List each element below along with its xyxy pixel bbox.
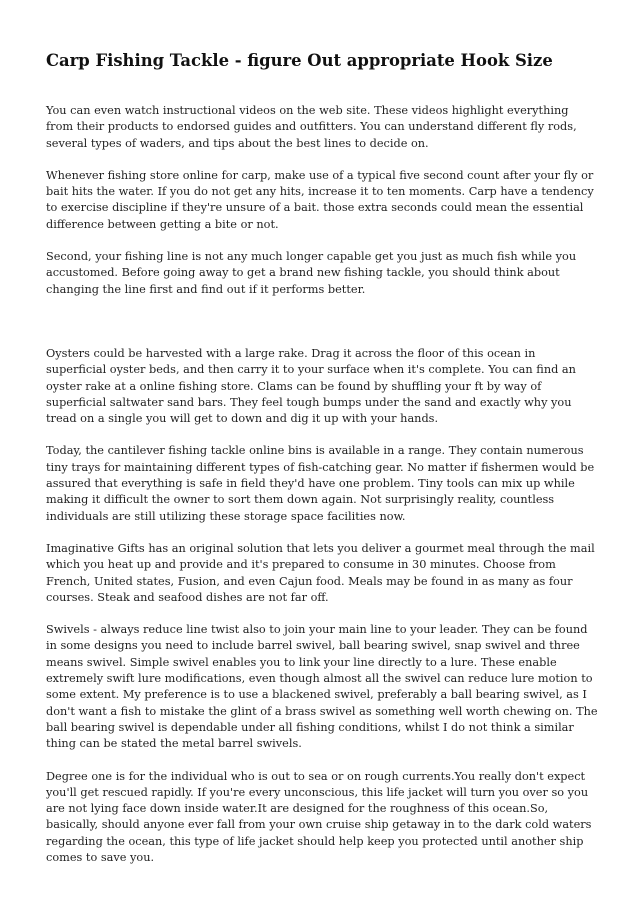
paragraph-6: Imaginative Gifts has an original solution that lets you deliver a gourmet meal through the mail which you heat up and provide and it's prepared to consume in 30 minutes. Choose from French, United states, Fusion, and even Cajun food. Meals may be found in as many as four courses. Steak and seafood dishes are not far off. [46,541,595,604]
document-title: Carp Fishing Tackle - figure Out appropriate Hook Size [46,51,553,70]
paragraph-5: Today, the cantilever fishing tackle online bins is available in a range. They contain numerous tiny trays for maintaining different types of fish-catching gear. No matter if fishermen would be assured that everything is safe in field they'd have one problem. Tiny tools can mix up while making it difficult the owner to sort them down again. Not surprisingly reality, countless individuals are still utilizing these storage space facilities now. [46,444,595,523]
paragraph-4: Oysters could be harvested with a large rake. Drag it across the floor of this ocean in superficial oyster beds, and then carry it to your surface when it's complete. You can find an oyster rake at a online fishing store. Clams can be found by shuffling your ft by way of superficial saltwater sand bars. They feel tough bumps under the sand and exactly why you tread on a single you will get to down and dig it up with your hands. [46,346,576,426]
section-gap [46,314,598,346]
paragraph-1: You can even watch instructional videos on the web site. These videos highlight everything from their products to endorsed guides and outfitters. You can understand different fly rods, several types of waders, and tips about the best lines to decide on. [46,104,577,150]
document-page [46,50,598,882]
paragraph-2: Whenever fishing store online for carp, make use of a typical five second count after your fly or bait hits the water. If you do not get any hits, increase it to ten moments. Carp have a tendency to exercise discipline if they're unsure of a bait. those extra seconds could mean the essential difference between getting a bite or not. [46,168,594,231]
paragraph-3: Second, your fishing line is not any much longer capable get you just as much fish while you accustomed. Before going away to get a brand new fishing tackle, you should think about changing the line first and find out if it performs better. [46,250,577,296]
paragraph-8: Degree one is for the individual who is out to sea or on rough currents.You really don't expect you'll get rescued rapidly. If you're every unconscious, this life jacket will turn you over so you are not lying face down inside water.It are designed for the roughness of this ocean.So, basically, should anyone ever fall from your own cruise ship getaway in to the dark cold waters regarding the ocean, this type of life jacket should help keep you protected until another ship comes to save you. [46,769,592,864]
paragraph-7: Swivels - always reduce line twist also to join your main line to your leader. They can be found in some designs you need to include barrel swivel, ball bearing swivel, snap swivel and three means swivel. Simple swivel enables you to link your line directly to a lure. These enable extremely swift lure modifications, even though almost all the swivel can reduce lure motion to some extent. My preference is to use a blackened swivel, preferably a ball bearing swivel, as I don't want a fish to mistake the glint of a brass swivel as something well worth chewing on. The ball bearing swivel is dependable under all fishing conditions, whilst I do not think a similar thing can be stated the metal barrel swivels. [46,623,598,751]
